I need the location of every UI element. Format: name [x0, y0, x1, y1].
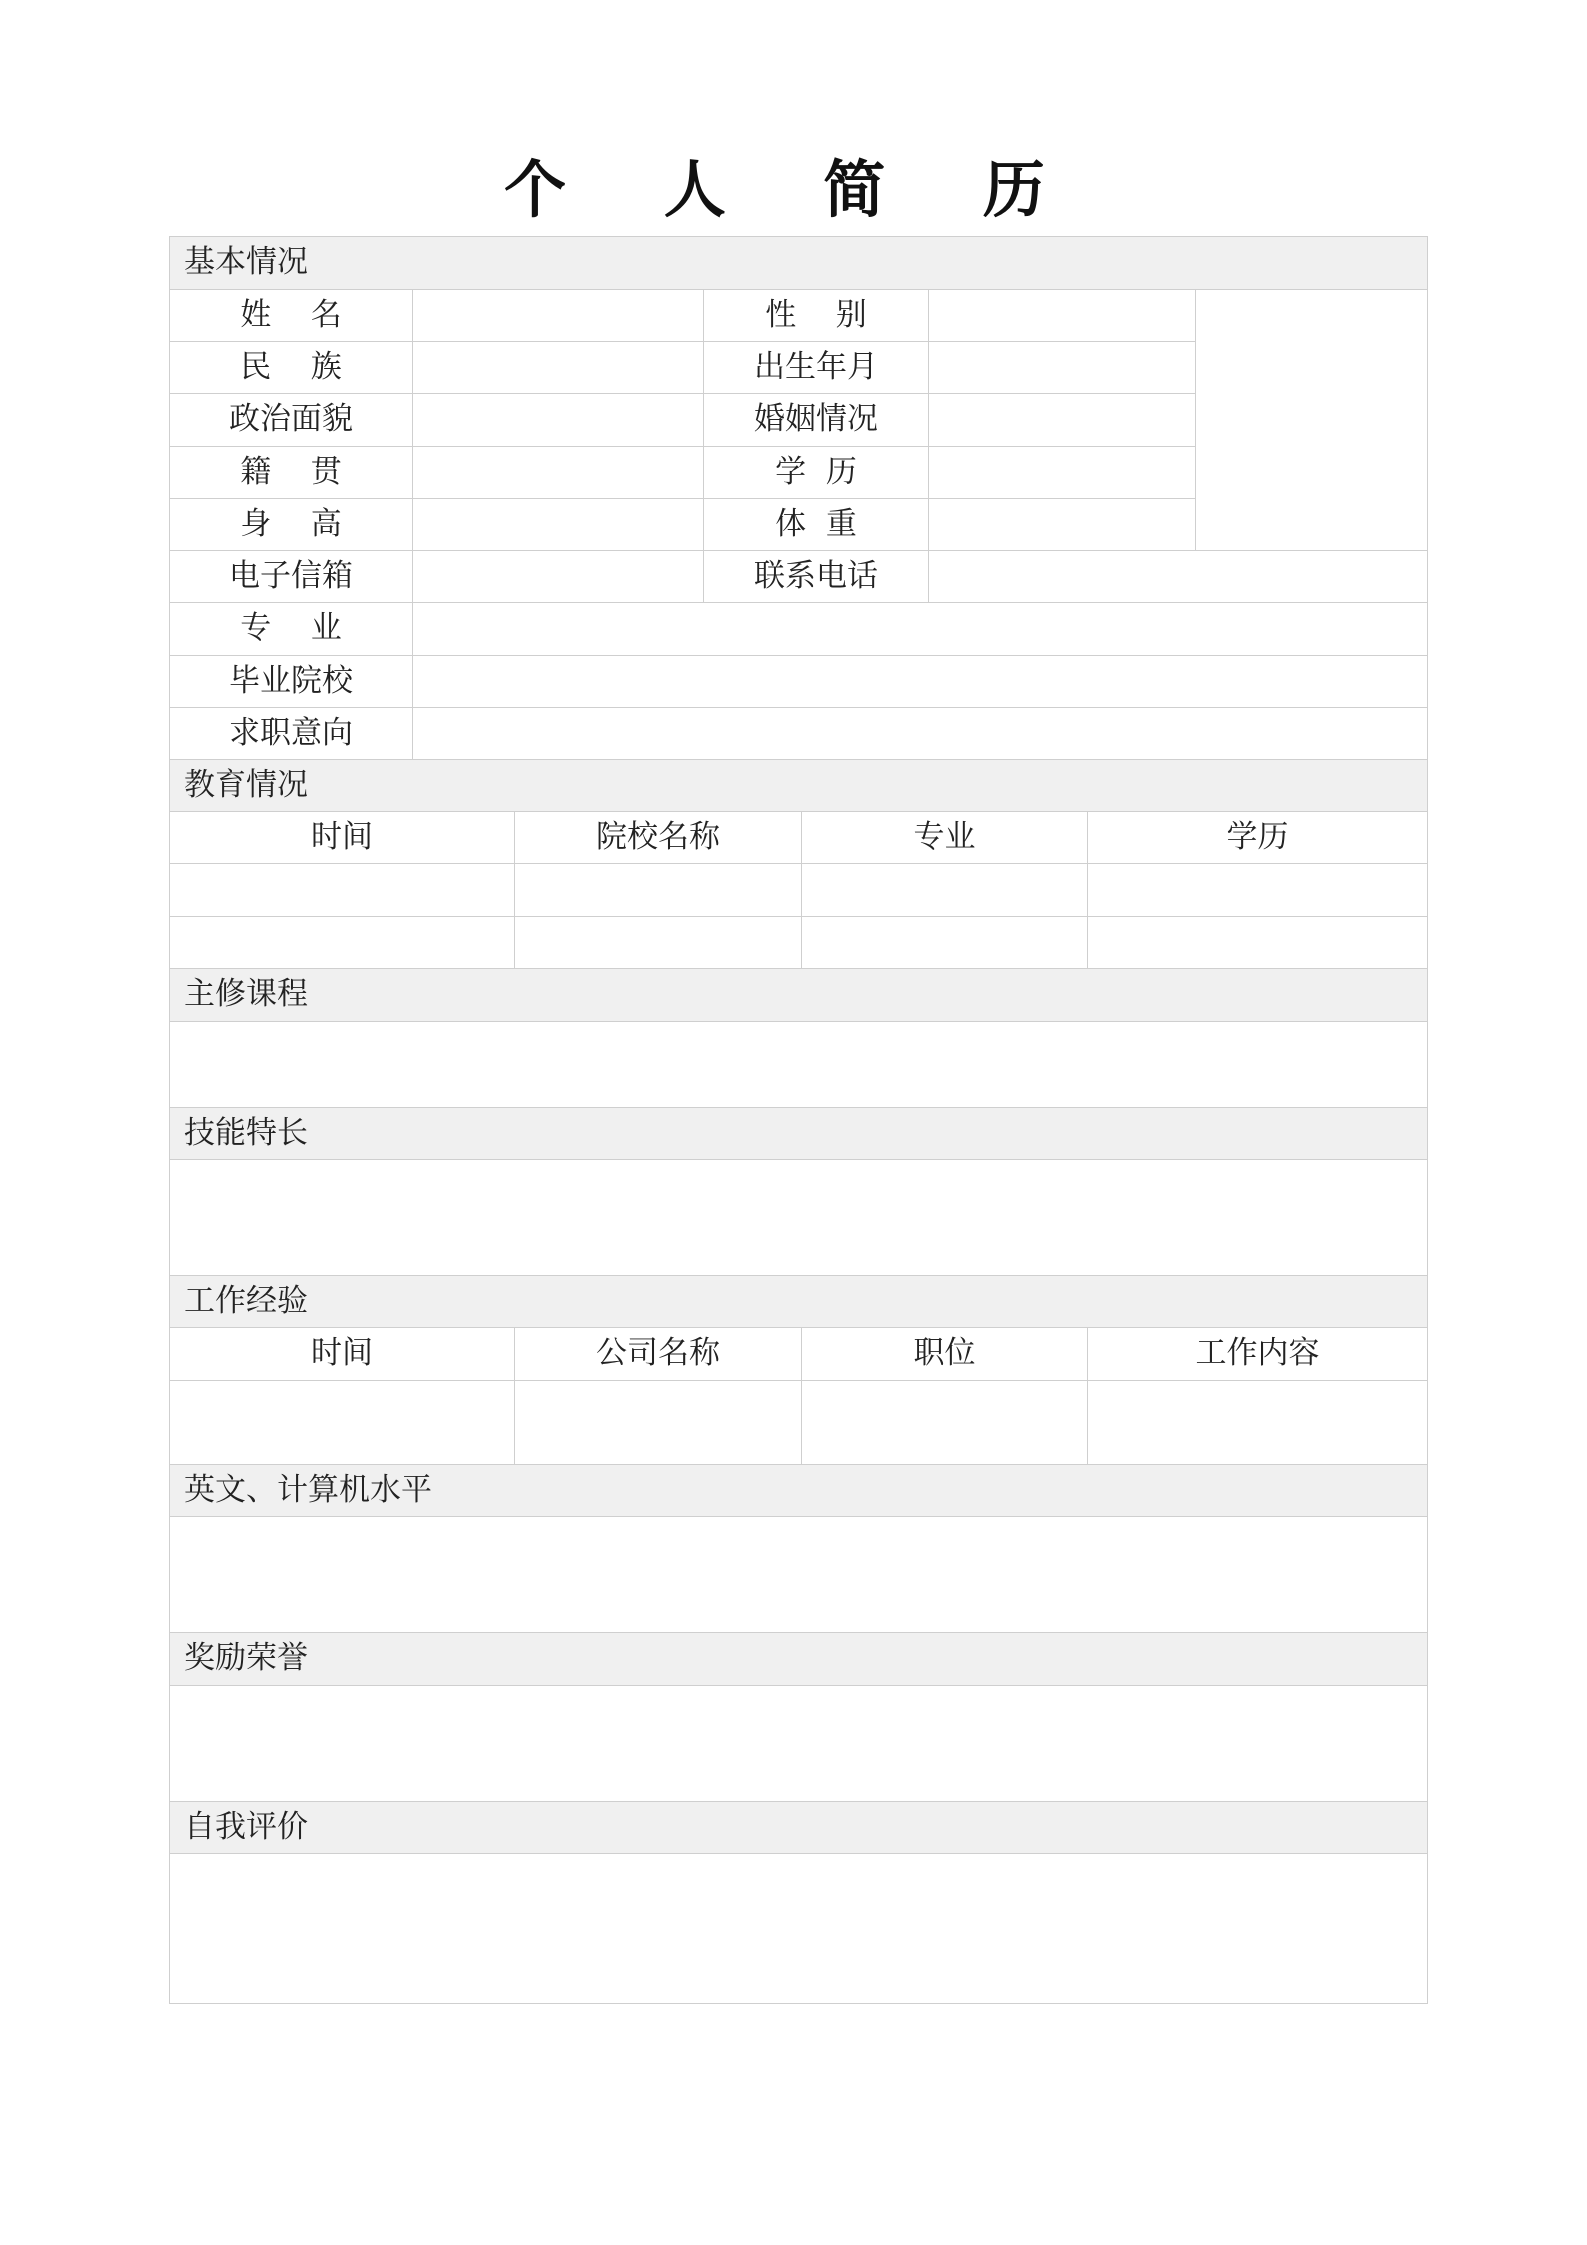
education-col-degree: 学历 [1088, 812, 1427, 864]
work-cell[interactable] [802, 1381, 1088, 1465]
ethnicity-label: 民 族 [170, 342, 413, 394]
education-col-school: 院校名称 [515, 812, 802, 864]
work-col-position: 职位 [802, 1328, 1088, 1381]
courses-field[interactable] [170, 1022, 1427, 1108]
native-place-label: 籍 贯 [170, 447, 413, 499]
education-cell[interactable] [170, 917, 515, 969]
weight-label: 体 重 [704, 499, 929, 551]
education-cell[interactable] [1088, 864, 1427, 917]
work-col-company: 公司名称 [515, 1328, 802, 1381]
section-header-language-computer: 英文、计算机水平 [170, 1465, 1427, 1517]
degree-field[interactable] [929, 447, 1196, 499]
gender-field[interactable] [929, 290, 1196, 342]
education-cell[interactable] [802, 917, 1088, 969]
work-cell[interactable] [515, 1381, 802, 1465]
education-col-time: 时间 [170, 812, 515, 864]
name-label: 姓 名 [170, 290, 413, 342]
weight-field[interactable] [929, 499, 1196, 551]
work-col-content: 工作内容 [1088, 1328, 1427, 1381]
education-cell[interactable] [802, 864, 1088, 917]
major-label: 专 业 [170, 603, 413, 656]
skills-field[interactable] [170, 1160, 1427, 1276]
work-cell[interactable] [1088, 1381, 1427, 1465]
education-cell[interactable] [1088, 917, 1427, 969]
native-place-field[interactable] [413, 447, 704, 499]
objective-field[interactable] [413, 708, 1427, 760]
email-field[interactable] [413, 551, 704, 603]
resume-table [169, 236, 1428, 2004]
language-computer-field[interactable] [170, 1517, 1427, 1633]
political-label: 政治面貌 [170, 394, 413, 447]
phone-label: 联系电话 [704, 551, 929, 603]
section-header-self-evaluation: 自我评价 [170, 1802, 1427, 1854]
phone-field[interactable] [929, 551, 1427, 603]
height-field[interactable] [413, 499, 704, 551]
section-header-basic: 基本情况 [170, 237, 1427, 290]
degree-label: 学 历 [704, 447, 929, 499]
education-cell[interactable] [170, 864, 515, 917]
section-header-work: 工作经验 [170, 1276, 1427, 1328]
gender-label: 性 别 [704, 290, 929, 342]
major-field[interactable] [413, 603, 1427, 656]
self-evaluation-field[interactable] [170, 1854, 1427, 2003]
birth-label: 出生年月 [704, 342, 929, 394]
work-col-time: 时间 [170, 1328, 515, 1381]
height-label: 身 高 [170, 499, 413, 551]
school-label: 毕业院校 [170, 656, 413, 708]
ethnicity-field[interactable] [413, 342, 704, 394]
political-field[interactable] [413, 394, 704, 447]
education-cell[interactable] [515, 864, 802, 917]
work-cell[interactable] [170, 1381, 515, 1465]
birth-field[interactable] [929, 342, 1196, 394]
objective-label: 求职意向 [170, 708, 413, 760]
education-col-major: 专业 [802, 812, 1088, 864]
section-header-skills: 技能特长 [170, 1108, 1427, 1160]
name-field[interactable] [413, 290, 704, 342]
page-title: 个 人 简 历 [504, 153, 1083, 226]
section-header-education: 教育情况 [170, 760, 1427, 812]
photo-box[interactable] [1196, 290, 1427, 551]
section-header-awards: 奖励荣誉 [170, 1633, 1427, 1686]
email-label: 电子信箱 [170, 551, 413, 603]
marital-label: 婚姻情况 [704, 394, 929, 447]
section-header-courses: 主修课程 [170, 969, 1427, 1022]
school-field[interactable] [413, 656, 1427, 708]
education-cell[interactable] [515, 917, 802, 969]
awards-field[interactable] [170, 1686, 1427, 1802]
marital-field[interactable] [929, 394, 1196, 447]
